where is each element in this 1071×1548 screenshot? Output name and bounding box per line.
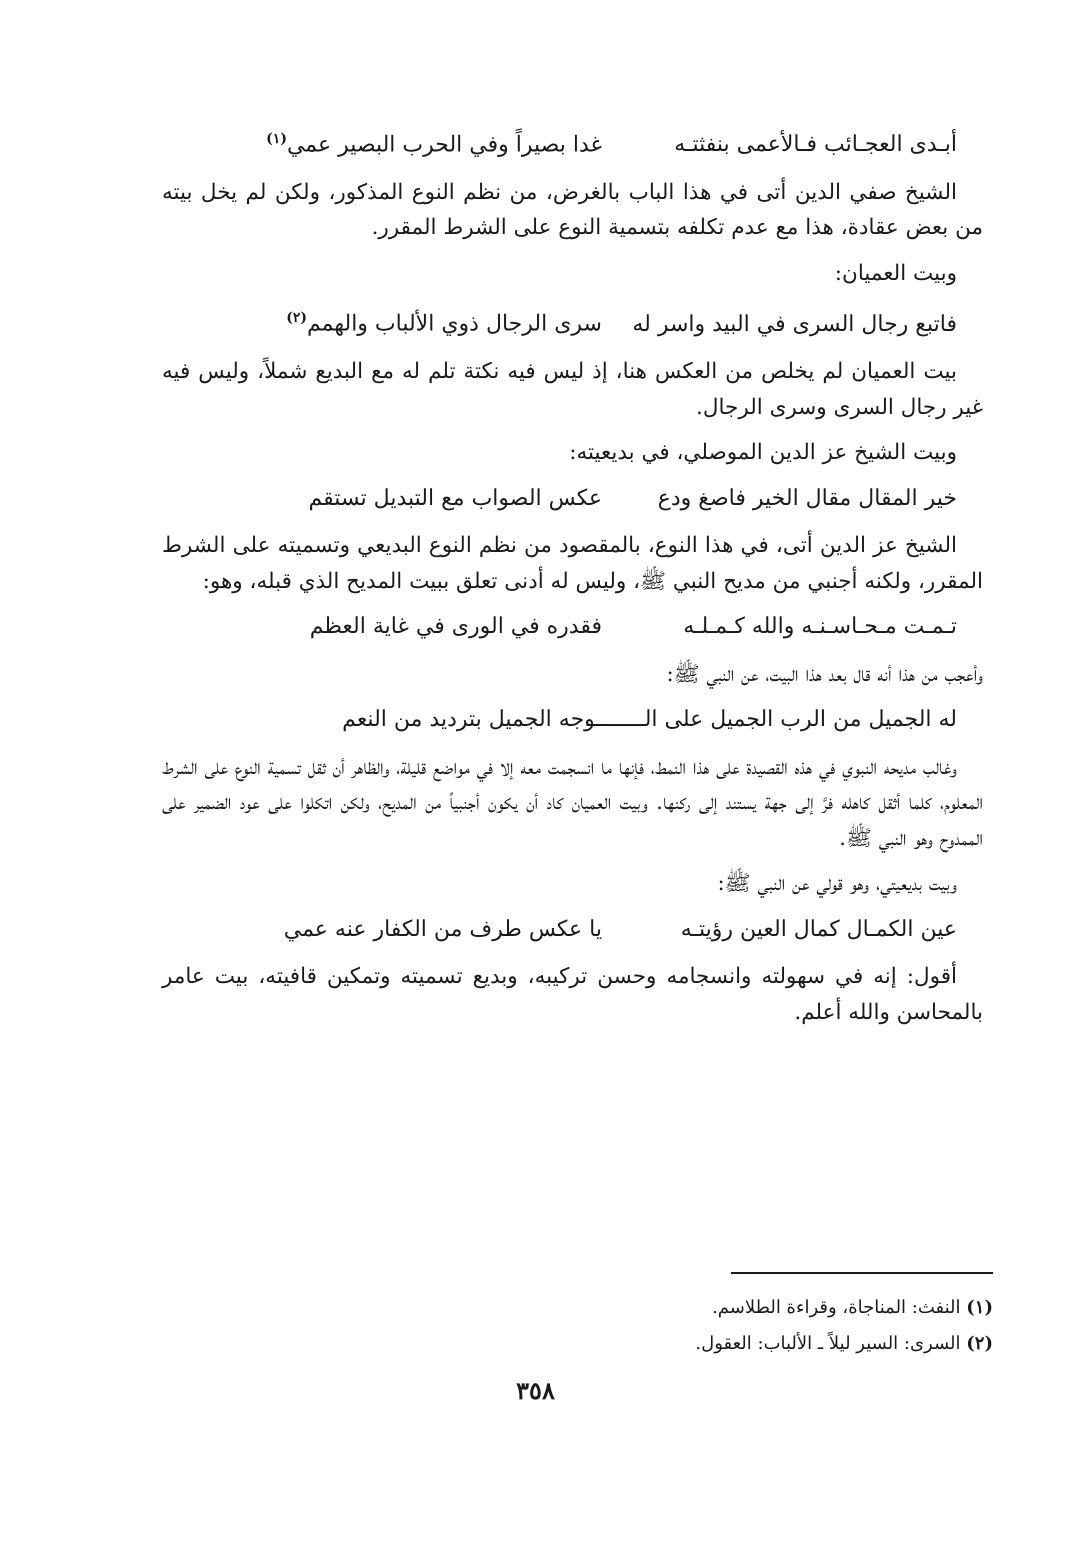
footnote-text: النفث: المناجاة، وقراءة الطلاسم. <box>712 1297 961 1318</box>
verse-line <box>162 481 983 517</box>
verse-second-hemistich <box>266 122 602 163</box>
footnote-number: (١) <box>966 1297 993 1318</box>
verse-first-hemistich: عين الكمـال كمال العين رؤيتـه <box>680 916 957 942</box>
verse-second-hemistich: ـوجه الجميل بترديد من النعم <box>342 707 602 733</box>
footnote-number: (٢) <box>966 1333 993 1354</box>
footnote-item <box>200 1326 993 1362</box>
footnote-item <box>200 1290 993 1326</box>
commentary-paragraph: الشيخ عز الدين أتى، في هذا النوع، بالمقصود من نظم النوع البديعي وتسميته على الشرط المقرر، ولكنه أجنبي من مديح النبي ﷺ، وليس له أدنى تعلق ببيت المديح الذي قبله، وهو: <box>162 533 983 594</box>
verse-first-hemistich: تـمـت مـحـاسـنـه والله كـمـلـه <box>683 614 957 640</box>
footnote-marker: (٢) <box>286 310 307 327</box>
footnote-divider <box>731 1272 993 1274</box>
verse-first-hemistich: خير المقال مقال الخير فاصغ ودع <box>657 485 957 511</box>
section-line: وبيت العميان: <box>834 260 957 286</box>
verse-second-hemistich <box>286 301 602 342</box>
verse-second-hemistich: يا عكس طرف من الكفار عنه عمي <box>283 916 602 942</box>
verse-line <box>162 609 983 645</box>
verse-line <box>162 301 983 342</box>
verse-first-hemistich: فاتبع رجال السرى في البيد واسر له <box>632 311 957 337</box>
verse-first-hemistich: له الجميل من الرب الجميل على الـــــــــ <box>586 707 957 733</box>
commentary-paragraph: وأعجب من هذا أنه قال بعد هذا البيت، عن النبي ﷺ: <box>666 661 983 687</box>
section-line: وبيت بديعيتي، وهو قولي عن النبي ﷺ: <box>717 871 957 897</box>
commentary-paragraph: أقول: إنه في سهولته وانسجامه وحسن تركيبه، وبديع تسميته وتمكين قافيته، بيت عامر بالمحاسن والله أعلم. <box>162 964 983 1025</box>
section-line: وبيت الشيخ عز الدين الموصلي، في بديعيته: <box>569 440 957 466</box>
verse-line <box>162 912 983 948</box>
footnotes <box>200 1290 993 1362</box>
verse-line <box>162 122 983 163</box>
verse-second-text: غدا بصيراً وفي الحرب البصير عمي <box>286 132 602 158</box>
page-number: ٣٥٨ <box>516 1376 555 1405</box>
verse-first-hemistich: أبـدى العجـائب فـالأعمى بنفثتـه <box>674 132 957 158</box>
commentary-paragraph: الشيخ صفي الدين أتى في هذا الباب بالغرض، من نظم النوع المذكور، ولكن لم يخل بيته من بعض عقادة، هذا مع عدم تكلفه بتسمية النوع على الشرط المقرر. <box>162 179 983 241</box>
verse-second-hemistich: فقدره في الورى في غاية العظم <box>309 614 602 640</box>
footnote-marker: (١) <box>266 131 287 147</box>
commentary-paragraph: بيت العميان لم يخلص من العكس هنا، إذ ليس فيه نكتة تلم له مع البديع شملاً، وليس فيه غير رجال السرى وسرى الرجال. <box>162 359 983 420</box>
verse-second-hemistich: عكس الصواب مع التبديل تستقم <box>308 485 602 511</box>
verse-line <box>162 702 983 738</box>
footnote-text: السرى: السير ليلاً ـ الألباب: العقول. <box>695 1333 961 1354</box>
verse-second-text: سرى الرجال ذوي الألباب والهمم <box>306 311 602 337</box>
main-text <box>162 122 983 1030</box>
commentary-paragraph: وغالب مديحه النبوي في هذه القصيدة على هذا النمط، فإنها ما انسجمت معه إلا في مواضع قليلة، والظاهر أن ثقل تسمية النوع على الشرط المعلوم، كلما أثقل كاهله فرَّ إلى جهة يستند إلى ركنها. وبيت العميان كاد أن يكون أجنبياً من المديح، ولكن اتكلوا على عود الضمير على الممدوح وهو النبي ﷺ. <box>162 754 983 851</box>
